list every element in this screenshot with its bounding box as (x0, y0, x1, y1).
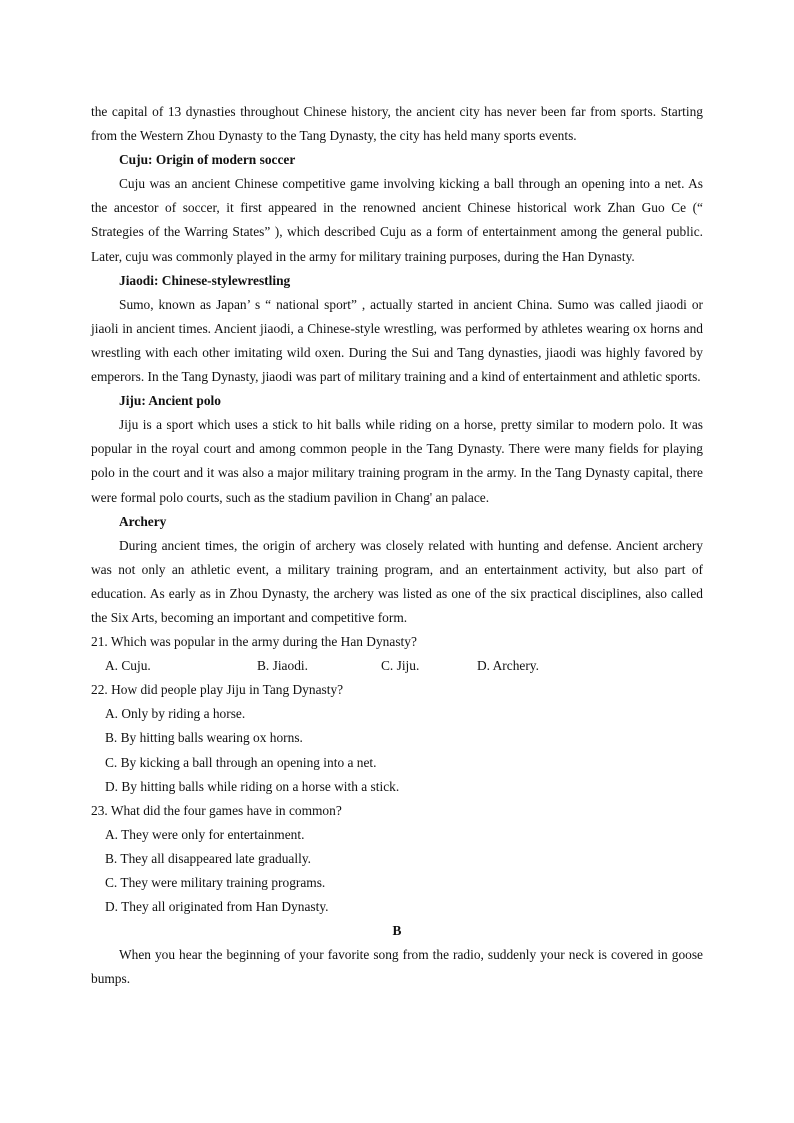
option-22-b: B. By hitting balls wearing ox horns. (105, 730, 303, 746)
option-21-d: D. Archery. (477, 658, 539, 674)
question-21-options (91, 654, 703, 678)
paragraph-jiju: Jiju is a sport which uses a stick to hit balls while riding on a horse, pretty similar to modern polo. It was popular in the royal court and among common people in the Tang Dynasty. There were many fields for playing polo in the court and it was also a major military training program in the army. In the Tang Dynasty capital, there were formal polo courts, such as the stadium pavilion in Chang' an palace. (91, 417, 703, 505)
option-21-c: C. Jiju. (381, 658, 420, 674)
question-23: 23. What did the four games have in common? (91, 802, 342, 818)
question-22: 22. How did people play Jiju in Tang Dynasty? (91, 682, 344, 698)
option-23-b: B. They all disappeared late gradually. (105, 850, 311, 866)
option-21-b: B. Jiaodi. (257, 658, 308, 674)
document-page (91, 100, 703, 991)
heading-jiaodi: Jiaodi: Chinese-stylewrestling (119, 272, 291, 288)
option-22-c: C. By kicking a ball through an opening into a net. (105, 754, 377, 770)
paragraph-jiaodi: Sumo, known as Japan’ s “ national sport” , actually started in ancient China. Sumo was called jiaodi or jiaoli in ancient times. Ancient jiaodi, a Chinese-style wrestling, was performed by athletes wearing ox horns and wrestling with each other imitating wild oxen. During the Sui and Tang dynasties, jiaodi was highly favored by emperors. In the Tang Dynasty, jiaodi was part of military training and a kind of entertainment and athletic sports. (91, 296, 703, 385)
option-23-d: D. They all originated from Han Dynasty. (105, 899, 329, 915)
option-22-a: A. Only by riding a horse. (105, 706, 246, 722)
heading-jiju: Jiju: Ancient polo (119, 393, 221, 409)
paragraph-archery: During ancient times, the origin of archery was closely related with hunting and defense. Ancient archery was not only an athletic event, a military training program, and an entertainment activity, but also part of education. As early as in Zhou Dynasty, the archery was listed as one of the six practical disciplines, also called the Six Arts, becoming an important and competitive form. (91, 537, 703, 625)
heading-archery: Archery (119, 513, 167, 529)
section-b-label: B (392, 923, 402, 939)
intro-paragraph: the capital of 13 dynasties throughout Chinese history, the ancient city has never been far from sports. Starting from the Western Zhou Dynasty to the Tang Dynasty, the city has held many sports events. (91, 104, 703, 144)
question-21: 21. Which was popular in the army during the Han Dynasty? (91, 634, 417, 650)
paragraph-section-b: When you hear the beginning of your favorite song from the radio, suddenly your neck is covered in goose bumps. (91, 947, 703, 987)
heading-cuju: Cuju: Origin of modern soccer (119, 152, 296, 168)
option-23-c: C. They were military training programs. (105, 875, 326, 890)
option-22-d: D. By hitting balls while riding on a horse with a stick. (105, 778, 400, 794)
option-23-a: A. They were only for entertainment. (105, 826, 305, 842)
option-21-a: A. Cuju. (105, 658, 151, 674)
paragraph-cuju: Cuju was an ancient Chinese competitive game involving kicking a ball through an opening into a net. As the ancestor of soccer, it first appeared in the renowned ancient Chinese historical work Zhan Guo Ce (“ Strategies of the Warring States” ), which described Cuju as a form of entertainment among the general public. Later, cuju was commonly played in the army for military training purposes, during the Han Dynasty. (91, 176, 703, 264)
